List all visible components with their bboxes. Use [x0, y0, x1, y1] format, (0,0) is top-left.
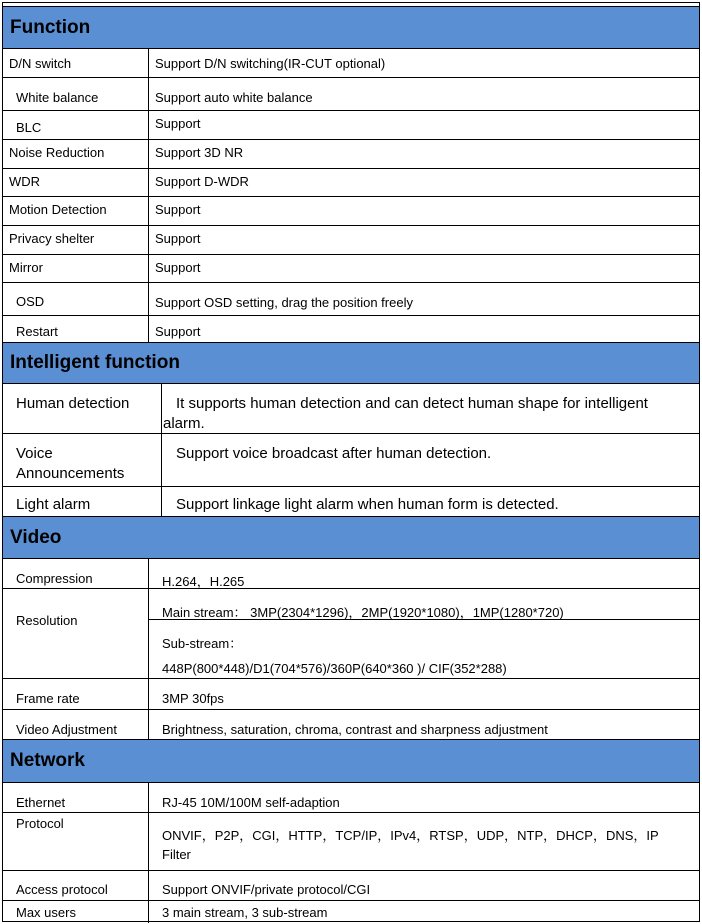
resolution-main: Main stream： 3MP(2304*1296)，2MP(1920*1080)，1MP(1280*720) — [162, 605, 564, 620]
row-value: Support D/N switching(IR-CUT optional) — [155, 56, 386, 71]
row-value: Support D-WDR — [155, 174, 249, 189]
table-row — [3, 78, 699, 111]
table-row — [3, 140, 699, 169]
row-label: Resolution — [16, 613, 78, 628]
table-row — [3, 487, 699, 517]
spec-table — [2, 2, 700, 922]
row-label: Human detection — [16, 395, 130, 412]
row-value: Support — [155, 202, 201, 217]
row-label: Privacy shelter — [9, 231, 95, 246]
row-value: Support — [155, 324, 201, 339]
resolution-sub-title: Sub-stream： — [162, 636, 243, 651]
table-row — [3, 283, 699, 316]
row-value: Support 3D NR — [155, 145, 244, 160]
row-value: Support linkage light alarm when human form is detected. — [176, 496, 559, 513]
row-label: BLC — [16, 120, 42, 135]
row-label: WDR — [9, 174, 41, 189]
row-value-line: It supports human detection and can detect human shape for intelligent — [176, 395, 648, 412]
row-value-line: alarm. — [163, 415, 205, 432]
row-label: Ethernet — [16, 795, 66, 810]
row-label: Max users — [16, 905, 76, 920]
table-row — [3, 813, 699, 871]
section-header-intelligent — [3, 342, 699, 384]
resolution-main-cell — [149, 589, 699, 620]
row-label: Light alarm — [16, 496, 91, 513]
section-title: Video — [10, 526, 62, 548]
row-label: Noise Reduction — [9, 145, 105, 160]
table-row — [3, 434, 699, 487]
table-row — [3, 169, 699, 197]
row-value: Support — [155, 260, 201, 275]
table-row — [3, 783, 699, 813]
section-title: Intelligent function — [10, 352, 180, 373]
row-value: 3MP 30fps — [162, 691, 224, 706]
table-row — [3, 49, 699, 78]
row-value: Support OSD setting, drag the position freely — [155, 295, 413, 310]
row-value: H.264，H.265 — [162, 574, 245, 589]
row-value: Support ONVIF/private protocol/CGI — [162, 882, 371, 897]
row-label-line: Voice — [16, 445, 53, 462]
table-row — [3, 384, 699, 434]
table-row — [3, 559, 699, 589]
table-row — [3, 255, 699, 283]
row-value: RJ-45 10M/100M self-adaption — [162, 795, 340, 810]
resolution-sub-value: 448P(800*448)/D1(704*576)/360P(640*360 )/ CIF(352*288) — [162, 661, 507, 676]
row-value: Support — [155, 231, 201, 246]
section-title: Network — [10, 750, 85, 771]
row-value: 3 main stream, 3 sub-stream — [162, 905, 328, 920]
section-header-function — [3, 6, 699, 49]
row-label: Motion Detection — [9, 202, 107, 217]
row-value: Brightness, saturation, chroma, contrast and sharpness adjustment — [162, 722, 548, 737]
row-label: White balance — [16, 90, 99, 105]
table-row — [3, 901, 699, 923]
table-row — [3, 197, 699, 226]
table-row — [3, 710, 699, 740]
row-label: Compression — [16, 571, 93, 586]
table-row — [3, 589, 699, 679]
row-value: Support auto white balance — [155, 90, 313, 105]
section-header-video — [3, 516, 699, 559]
table-row — [3, 316, 699, 343]
row-value: Support voice broadcast after human detection. — [176, 445, 492, 462]
section-header-network — [3, 739, 699, 783]
row-value-line: ONVIF，P2P，CGI，HTTP，TCP/IP，IPv4，RTSP，UDP，NTP，DHCP，DNS，IP — [162, 828, 659, 843]
row-label-line: Announcements — [16, 465, 125, 482]
row-label: Restart — [16, 324, 58, 339]
row-value: Support — [155, 116, 201, 131]
row-label: Access protocol — [16, 882, 108, 897]
table-row — [3, 111, 699, 140]
table-row — [3, 679, 699, 710]
row-label: D/N switch — [9, 56, 72, 71]
row-label: Frame rate — [16, 691, 80, 706]
row-value-line: Filter — [162, 847, 191, 862]
row-label: Protocol — [16, 816, 64, 831]
row-label: OSD — [16, 294, 45, 309]
table-row — [3, 226, 699, 255]
section-title: Function — [10, 16, 91, 38]
table-row — [3, 871, 699, 901]
row-label: Mirror — [9, 260, 43, 275]
row-label: Video Adjustment — [16, 722, 117, 737]
